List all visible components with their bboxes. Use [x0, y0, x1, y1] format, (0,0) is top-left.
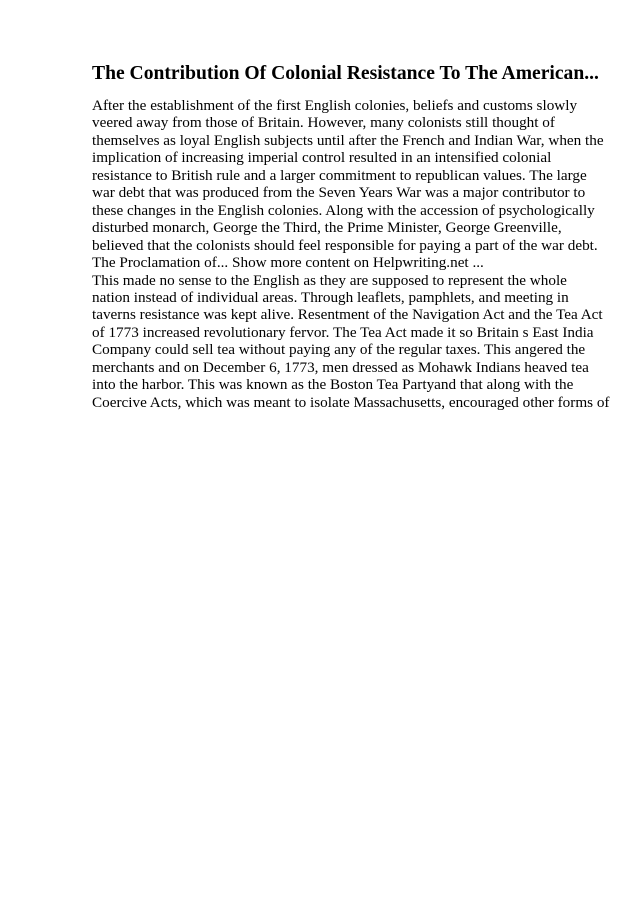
body-line: nation instead of individual areas. Through leaflets, pamphlets, and meeting in: [92, 288, 569, 306]
body-line: these changes in the English colonies. Along with the accession of psychologically: [92, 201, 595, 219]
body-line: of 1773 increased revolutionary fervor. The Tea Act made it so Britain s East India: [92, 323, 594, 341]
body-line: implication of increasing imperial control resulted in an intensified colonial: [92, 149, 552, 167]
body-line: themselves as loyal English subjects until after the French and Indian War, when the: [92, 131, 604, 149]
show-more-line: The Proclamation of... Show more content on Helpwriting.net ...: [92, 254, 484, 272]
body-line: After the establishment of the first English colonies, beliefs and customs slowly: [92, 97, 578, 114]
body-line: into the harbor. This was known as the Boston Tea Partyand that along with the: [92, 376, 574, 394]
document-body: [92, 97, 612, 411]
body-line: veered away from those of Britain. However, many colonists still thought of: [92, 114, 555, 132]
document-title: The Contribution Of Colonial Resistance To The American...: [92, 63, 599, 84]
body-line: resistance to British rule and a larger commitment to republican values. The large: [92, 166, 587, 184]
body-line: war debt that was produced from the Seven Years War was a major contributor to: [92, 184, 586, 202]
body-line: taverns resistance was kept alive. Resentment of the Navigation Act and the Tea Act: [92, 306, 603, 324]
body-line: merchants and on December 6, 1773, men dressed as Mohawk Indians heaved tea: [92, 358, 589, 376]
body-line: Company could sell tea without paying any of the regular taxes. This angered the: [92, 341, 586, 359]
body-line: Coercive Acts, which was meant to isolate Massachusetts, encouraged other forms of: [92, 393, 610, 411]
body-line: This made no sense to the English as they are supposed to represent the whole: [92, 271, 567, 289]
body-line: believed that the colonists should feel responsible for paying a part of the war debt.: [92, 236, 598, 254]
body-line: disturbed monarch, George the Third, the Prime Minister, George Greenville,: [92, 219, 562, 237]
